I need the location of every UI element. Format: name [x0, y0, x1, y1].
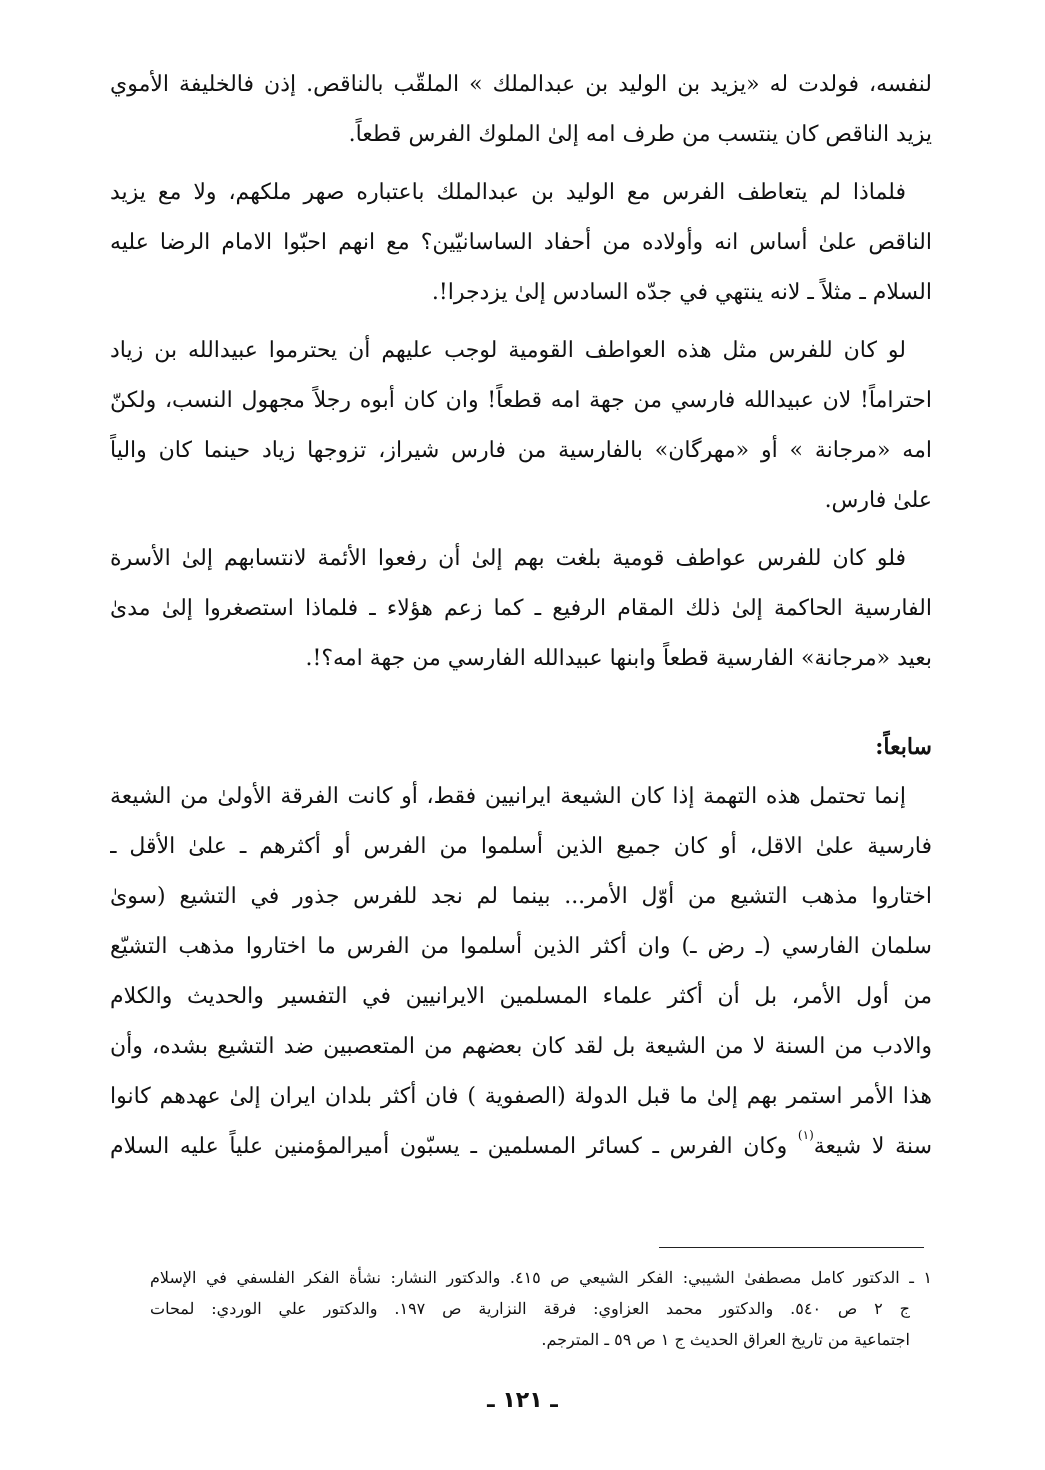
paragraph	[110, 326, 932, 526]
text-line: فلو كان للفرس عواطف قومية بلغت بهم إلىٰ أن رفعوا الأئمة لانتسابهم إلىٰ الأسرة	[110, 546, 906, 571]
paragraph	[110, 168, 932, 318]
text-line: الفارسية الحاكمة إلىٰ ذلك المقام الرفيع ـ كما زعم هؤلاء ـ فلماذا استصغروا إلىٰ مدىٰ	[110, 596, 932, 621]
text-fragment: سنة لا شيعة	[813, 1134, 932, 1159]
text-line: هذا الأمر استمر بهم إلىٰ ما قبل الدولة (الصفوية ) فان أكثر بلدان ايران إلىٰ عهدهم كانوا	[110, 1084, 932, 1109]
footnote-line: ج ٢ ص ٥٤٠. والدكتور محمد العزاوي: فرقة النزارية ص ١٩٧. والدكتور علي الوردي: لمحات	[150, 1299, 910, 1318]
paragraph	[110, 772, 932, 1172]
footnote-line: ١ ـ الدكتور كامل مصطفىٰ الشيبي: الفكر الشيعي ص ٤١٥. والدكتور النشار: نشأة الفكر الفلسفي في الإسلام	[150, 1268, 932, 1287]
text-line: سلمان الفارسي (ـ رض ـ) وان أكثر الذين أسلموا من الفرس ما اختاروا مذهب التشيّع	[110, 934, 932, 959]
section-heading: سابعاً:	[875, 734, 932, 760]
text-line: احتراماً! لان عبيدالله فارسي من جهة امه قطعاً! وان كان أبوه رجلاً مجهول النسب، ولكنّ	[110, 388, 932, 413]
text-line: الناقص علىٰ أساس انه وأولاده من أحفاد الساسانيّين؟ مع انهم احبّوا الامام الرضا عليه	[110, 230, 932, 255]
text-line: فلماذا لم يتعاطف الفرس مع الوليد بن عبدالملك باعتباره صهر ملكهم، ولا مع يزيد	[110, 180, 906, 205]
text-line: السلام ـ مثلاً ـ لانه ينتهي في جدّه السادس إلىٰ يزدجرا!.	[431, 280, 932, 305]
text-line: لو كان للفرس مثل هذه العواطف القومية لوجب عليهم أن يحترموا عبيدالله بن زياد	[110, 338, 906, 363]
footnote-line: اجتماعية من تاريخ العراق الحديث ج ١ ص ٥٩ ـ المترجم.	[541, 1330, 910, 1349]
text-line: بعيد «مرجانة» الفارسية قطعاً وابنها عبيدالله الفارسي من جهة امه؟!.	[305, 646, 932, 671]
paragraph	[110, 60, 932, 160]
text-line: لنفسه، فولدت له «يزيد بن الوليد بن عبدالملك » الملقّب بالناقص. إذن فالخليفة الأموي	[110, 72, 932, 97]
text-fragment: وكان الفرس ـ كسائر المسلمين ـ يسبّون أميرالمؤمنين علياً عليه السلام	[110, 1134, 798, 1159]
text-line: اختاروا مذهب التشيع من أوّل الأمر... بينما لم نجد للفرس جذور في التشيع (سوىٰ	[110, 884, 932, 909]
text-line: إنما تحتمل هذه التهمة إذا كان الشيعة ايرانيين فقط، أو كانت الفرقة الأولىٰ من الشيعة	[110, 784, 906, 809]
main-text	[110, 60, 932, 1172]
text-line: يزيد الناقص كان ينتسب من طرف امه إلىٰ الملوك الفرس قطعاً.	[348, 122, 932, 147]
text-line: فارسية علىٰ الاقل، أو كان جميع الذين أسلموا من الفرس أو أكثرهم ـ علىٰ الأقل ـ	[110, 834, 932, 859]
footnote-divider	[659, 1247, 924, 1248]
text-line: من أول الأمر، بل أن أكثر علماء المسلمين الايرانيين في التفسير والحديث والكلام	[110, 984, 932, 1009]
text-line	[110, 1122, 932, 1172]
paragraph	[110, 534, 932, 684]
text-line: والادب من السنة لا من الشيعة بل لقد كان بعضهم من المتعصبين ضد التشيع بشده، وأن	[110, 1034, 932, 1059]
text-line: امه «مرجانة » أو «مهرگان» بالفارسية من فارس شيراز، تزوجها زياد حينما كان والياً	[110, 438, 932, 463]
footnotes	[150, 1262, 932, 1355]
footnote-marker[interactable]: (١)	[797, 1128, 814, 1142]
text-line: علىٰ فارس.	[824, 488, 932, 513]
page-number: ـ ١٢١ ـ	[487, 1388, 558, 1413]
